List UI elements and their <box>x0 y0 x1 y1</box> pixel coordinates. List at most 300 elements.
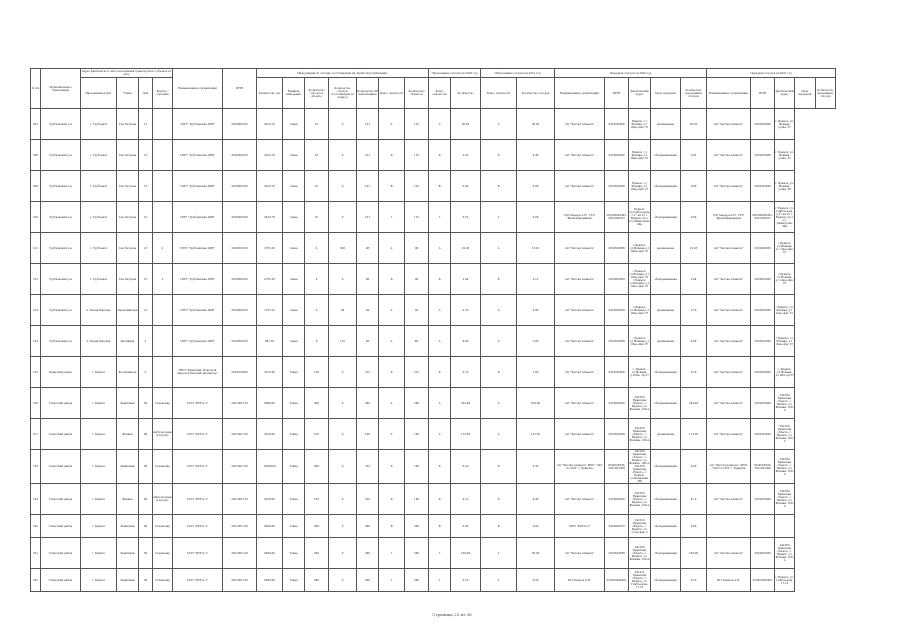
cell-tad: 241050 Брянская область, г. Брянск, ул. Фокина, 108-А <box>629 388 651 419</box>
hdr-trans-2021-qty: Количество переданных отходов <box>815 78 835 109</box>
cell-org: ГАУЗ "БГБ № 1" <box>173 569 223 592</box>
hdr-trans-2020-addr: фактический адрес <box>629 78 651 109</box>
cell-v21: 2,86 <box>517 295 555 326</box>
cell-tad: Брянск, г.г Фокина, д.1 ОКа,офис 37 <box>629 171 651 202</box>
hdr-gen-2021-b: Количество отходов <box>517 78 555 109</box>
cell-q2: 0 <box>329 515 357 538</box>
cell-tinn2: 3254505836, 3201001369 <box>751 450 775 484</box>
cell-n: 310 <box>31 202 41 233</box>
cell-unit: Тонна <box>283 388 305 419</box>
cell-unit: Тонна <box>283 538 305 569</box>
cell-set: г. Брянск <box>81 569 117 592</box>
cell-unit: Тонна <box>283 569 305 592</box>
cell-inn: 3230003163 <box>223 233 257 264</box>
cell-q3: 101 <box>357 140 379 171</box>
cell-unit: Тонна <box>283 357 305 388</box>
cell-v21: 203,00 <box>517 388 555 419</box>
hdr-gen-2020: Образование отходов за 2020 год <box>429 69 481 78</box>
cell-q3: 101 <box>405 109 429 140</box>
cell-c21: В <box>481 171 517 202</box>
cell-tad2: 241050 Брянская область, г. Брянск, ул. Фокина, 108-А <box>775 388 795 419</box>
hdr-building: Корпус / строение <box>153 78 173 109</box>
table-row <box>31 450 836 484</box>
cell-inn: 3201001128 <box>223 450 257 484</box>
cell-mun: Трубчевский р-н <box>41 295 81 326</box>
hdr-gen-2020-b: Количество <box>451 78 481 109</box>
cell-house: 84 <box>139 484 153 515</box>
hdr-class: Класс опасности <box>379 78 405 109</box>
cell-org: ГБУЗ "Трубчевская ЦРБ" <box>173 233 223 264</box>
cell-tad2: 241050 Брянская область, г. Брянск, ул. Фокина, 108-А <box>775 538 795 569</box>
cell-tad2: 241050 Брянская область, г. Брянск, ул. Фокина, 108-А <box>775 484 795 515</box>
cell-street: Гая Петрова <box>117 233 139 264</box>
cell-c21: Б <box>481 484 517 515</box>
cell-tinn2: 3254505836 <box>751 140 775 171</box>
cell-cls: Б <box>429 357 451 388</box>
table-row <box>31 419 836 450</box>
cell-tinn2: 3254505836 <box>751 171 775 202</box>
cell-tinn2: 323203092481 <box>751 569 775 592</box>
cell-bld: Стационар <box>153 538 173 569</box>
cell-tq: 113,30 <box>681 419 707 450</box>
cell-tinn2: 3254505836 <box>751 484 775 515</box>
cell-unit: тонна <box>283 140 305 171</box>
cell-tn: АО "Чистая планета" <box>555 388 605 419</box>
cell-unit: тонна <box>283 202 305 233</box>
cell-q2: 0 <box>329 419 357 450</box>
cell-tp: размещение <box>651 326 681 357</box>
cell-cls: Б <box>429 264 451 295</box>
cell-cnt: 9649,00 <box>257 388 283 419</box>
cell-cnt: 19299,00 <box>257 450 283 484</box>
cell-mun: Трубчевский р-н <box>41 326 81 357</box>
cell-v21: 2,30 <box>517 450 555 484</box>
cell-cnt: 2735,30 <box>257 233 283 264</box>
cell-c21: А <box>481 326 517 357</box>
cell-mun: Трубчевский р-н <box>41 140 81 171</box>
cell-tq: 6,20 <box>681 450 707 484</box>
cell-tq: 0,03 <box>681 202 707 233</box>
cell-v21: 4,40 <box>517 484 555 515</box>
hdr-gen-2021: Образование отходов за 2021 год <box>481 69 555 78</box>
hdr-trans-2020-name: Наименование организации <box>555 78 605 109</box>
cell-org: ГБУЗ "Трубчевская ЦРБ" <box>173 140 223 171</box>
cell-tn: АО "Чистая планета" <box>555 233 605 264</box>
cell-unit: тонна <box>283 171 305 202</box>
cell-cls: А <box>379 326 405 357</box>
cell-cls: А <box>379 295 405 326</box>
cell-q1: 100 <box>305 419 329 450</box>
cell-v20: 233,48 <box>451 388 481 419</box>
cell-q2: 0 <box>329 140 357 171</box>
cell-street: Фокина <box>117 484 139 515</box>
cell-tinn: 3234004375 <box>605 515 629 538</box>
hdr-qty-source: Количество объектов <box>405 78 429 109</box>
hdr-trans-2020: Передача отходов за 2020 год <box>555 69 707 78</box>
cell-q3: 215 <box>405 357 429 388</box>
cell-v20: 0,60 <box>451 515 481 538</box>
cell-inn: 3234013954 <box>223 357 257 388</box>
hdr-info-group: Информация об отходах, поступающих на обработку/утилизацию <box>257 69 429 78</box>
cell-q3: 48 <box>405 326 429 357</box>
cell-tn: ИП Захаров А.Н. ,ГУП "Брянскфармация" <box>555 202 605 233</box>
cell-q3: 98 <box>405 233 429 264</box>
cell-c21: А <box>481 109 517 140</box>
cell-unit: тонна <box>283 264 305 295</box>
cell-set: г. Трубчевск <box>81 109 117 140</box>
cell-tinn: 3254505836 <box>605 140 629 171</box>
cell-tn2: АО "Чистая планета" <box>707 171 751 202</box>
cell-tad2: г. Брянск, ул. Фокина, д.Ока, 37 <box>775 109 795 140</box>
cell-set: г. Брянск <box>81 388 117 419</box>
cell-tp: обезвреживание <box>651 450 681 484</box>
cell-org: ГАУЗ "БГБ № 1" <box>173 538 223 569</box>
cell-c21: Г <box>481 202 517 233</box>
cell-tq: 2,04 <box>681 264 707 295</box>
cell-org: ГБУЗ "Трубчевская ЦРБ" <box>173 326 223 357</box>
cell-q1: 638 <box>305 450 329 484</box>
cell-cnt: 9649,00 <box>257 538 283 569</box>
cell-tp: обезвреживание <box>651 538 681 569</box>
cell-c21: А <box>481 419 517 450</box>
cell-v20: 109,00 <box>451 538 481 569</box>
hdr-inn: ИНН <box>223 69 257 109</box>
cell-unit: тонна <box>283 326 305 357</box>
cell-inn: 3230003163 <box>223 202 257 233</box>
cell-cls: А <box>379 388 405 419</box>
report-page <box>30 68 836 592</box>
cell-unit: Тонна <box>283 515 305 538</box>
cell-tad2: г. Брянск, ул. Грибоедова, 17-12 <box>775 569 795 592</box>
cell-q3: 390 <box>405 515 429 538</box>
cell-tn2: АО "Чистая планета", МУП "ЛиЗ по ГИЗ" г. Брянска <box>707 450 751 484</box>
cell-cnt: 4523,79 <box>257 202 283 233</box>
table-row <box>31 171 836 202</box>
cell-cls: Б <box>379 484 405 515</box>
cell-v20: 3,02 <box>451 140 481 171</box>
hdr-qty-stored: Количество ЭР накопленных <box>357 78 379 109</box>
cell-tq: 0,73 <box>681 357 707 388</box>
cell-cls: Б <box>379 450 405 484</box>
cell-q1: 100 <box>305 484 329 515</box>
cell-v21: 13,91 <box>517 233 555 264</box>
cell-tn2: АО "Чистая планета" <box>707 326 751 357</box>
cell-q1: 399 <box>305 515 329 538</box>
cell-tinn2: 323203092481, 3201000327 <box>751 202 775 233</box>
cell-tq: 2,70 <box>681 295 707 326</box>
cell-set: г. Трубчевск <box>81 140 117 171</box>
cell-cls: А <box>379 233 405 264</box>
cell-set: г. Брянск <box>81 357 117 388</box>
cell-tad2: г.Брянск, ул. Фокина, д.1 Ока,офис 37 <box>775 295 795 326</box>
cell-tad2: г. Брянск, ул. Фокина, д.Ока, 37 <box>775 140 795 171</box>
cell-q2: 0 <box>329 450 357 484</box>
hdr-municipality: Муниципальное образование <box>41 69 81 109</box>
cell-tp: размещение <box>651 109 681 140</box>
cell-tad2: г.Брянск, ул. Фокина, д.1 Ока,офис 37 <box>775 326 795 357</box>
cell-unit: Тонна <box>283 419 305 450</box>
cell-tinn: 323203092481, 3201000327 <box>605 202 629 233</box>
cell-org: ГБУЗ "Трубчевская ЦРБ" <box>173 171 223 202</box>
cell-inn: 3201001128 <box>223 515 257 538</box>
cell-tad: 241050 Брянская область, г. Брянск, ул. Фокина, 108-А <box>629 484 651 515</box>
cell-tp: обезвреживание <box>651 357 681 388</box>
page-footer: Страница 23 из 36 <box>432 612 472 617</box>
cell-street: Гая Петрова <box>117 264 139 295</box>
cell-q1: 4 <box>305 233 329 264</box>
cell-set: г. Трубчевск <box>81 171 117 202</box>
cell-unit: тонна <box>283 295 305 326</box>
cell-street: Гая Петрова <box>117 171 139 202</box>
cell-tad2: г.Брянск, ул.Фокина, д.1 Ока,офис 37 <box>775 264 795 295</box>
waste-table <box>30 68 836 592</box>
cell-org: ГАУЗ "БГБ № 1" <box>173 515 223 538</box>
cell-bld: 2 <box>153 264 173 295</box>
cell-c21: Б <box>481 450 517 484</box>
cell-tad: г.Брянск, ул.Фокина,д.1 ОКа,офис 37 <box>629 295 651 326</box>
cell-q2: 0 <box>329 357 357 388</box>
cell-tad2: 241050 Брянская область, г. Брянск, ул. Фокина, 108-А <box>775 450 795 484</box>
cell-set: п. Белая Березка <box>81 295 117 326</box>
cell-street: Бежицкая <box>117 569 139 592</box>
cell-n: 319 <box>31 484 41 515</box>
cell-c21: Б <box>481 357 517 388</box>
cell-street: Первомайская <box>117 295 139 326</box>
cell-tinn2: 3254505836 <box>751 357 775 388</box>
cell-tinn2: 3254505836 <box>751 233 775 264</box>
cell-mun: Трубчевский р-н <box>41 109 81 140</box>
cell-bld: Амбулаторный корпус <box>153 484 173 515</box>
cell-tinn2: 3254505836 <box>751 295 775 326</box>
cell-inn: 3230003163 <box>223 326 257 357</box>
cell-cls: Г <box>379 202 405 233</box>
cell-org: ГАУЗ "БГБ № 1" <box>173 484 223 515</box>
cell-cnt: 1707,31 <box>257 295 283 326</box>
cell-cls: В <box>379 171 405 202</box>
cell-tp: обезвреживание <box>651 264 681 295</box>
cell-v21: 0,29 <box>517 569 555 592</box>
cell-tp: обезвреживание <box>651 171 681 202</box>
cell-q3: 190 <box>405 419 429 450</box>
cell-street: Бежицкая <box>117 515 139 538</box>
cell-q1: 130 <box>305 357 329 388</box>
cell-q1: 0 <box>305 295 329 326</box>
cell-n: 312 <box>31 264 41 295</box>
cell-bld <box>153 295 173 326</box>
cell-house: 38 <box>139 569 153 592</box>
cell-n: 314 <box>31 326 41 357</box>
cell-tad2: г. Брянск, ул. Фокина, д.Ока, 38 <box>775 171 795 202</box>
cell-street: Бежицкая <box>117 388 139 419</box>
cell-tn2: АО "Чистая планета" <box>707 419 751 450</box>
cell-q3: 48 <box>357 326 379 357</box>
hdr-trans-2021: Передача отходов за 2021 год <box>707 69 836 78</box>
cell-set: г. Трубчевск <box>81 233 117 264</box>
cell-mun: Трубчевский р-н <box>41 202 81 233</box>
cell-q2: 0 <box>329 484 357 515</box>
cell-tad: г.Брянск, ул.Фокина,д.1 ОКа,офис 37 <box>629 326 651 357</box>
cell-q1: 91 <box>305 109 329 140</box>
cell-tp: размещение <box>651 233 681 264</box>
table-row <box>31 515 836 538</box>
cell-q3: 101 <box>357 202 379 233</box>
cell-cls: В <box>429 171 451 202</box>
cell-tn2: АО "Чистая планета" <box>707 388 751 419</box>
hdr-trans-2021-name: Наименование организации <box>707 78 751 109</box>
hdr-waste-type: Единица измерения <box>283 78 305 109</box>
cell-house: 38 <box>139 538 153 569</box>
cell-house: 12 <box>139 295 153 326</box>
hdr-settlement: Населенный пункт <box>81 78 117 109</box>
cell-tn2: АО "Чистая планета" <box>707 233 751 264</box>
cell-cls: Г <box>379 538 405 569</box>
cell-tn: АО "Чистая планета" <box>555 357 605 388</box>
cell-q2: 0 <box>329 569 357 592</box>
cell-cnt: 2615,95 <box>257 357 283 388</box>
cell-q3: 792 <box>405 450 429 484</box>
cell-tn: АО "Чистая планета" <box>555 295 605 326</box>
cell-q3: 215 <box>357 357 379 388</box>
cell-tn2: ИП Захаров А.Н. <box>707 569 751 592</box>
cell-tad: Брянск, г.г Фокина, д.1 ОКа,офис 37 <box>629 140 651 171</box>
cell-inn: 3201001128 <box>223 569 257 592</box>
cell-tn2: ИП Захаров А.Н., ГУП "Брянскфармация" <box>707 202 751 233</box>
cell-tn: АО "Чистая планета", МУП "ЛиЗ по ГИЗ" г. Брянска <box>555 450 605 484</box>
cell-street: Гая Петрова <box>117 140 139 171</box>
cell-tad: г.Брянск, ул.Фокина,д.1 ОКа,офис 37 <box>629 233 651 264</box>
cell-q2: 0 <box>329 264 357 295</box>
cell-tad: 241050 Брянская область, г. Брянск, ул. Фокина, 108-А <box>629 538 651 569</box>
cell-cnt: 9649,00 <box>257 515 283 538</box>
cell-street: Космонавтов <box>117 357 139 388</box>
cell-tn2: АО "Чистая планета" <box>707 538 751 569</box>
cell-q3: 101 <box>405 140 429 171</box>
cell-tp: обезвреживание <box>651 569 681 592</box>
hdr-gen-2020-a: Класс опасности <box>429 78 451 109</box>
cell-house: 13 <box>139 233 153 264</box>
cell-tq: 0,60 <box>681 515 707 538</box>
table-row <box>31 140 836 171</box>
cell-bld <box>153 171 173 202</box>
cell-cls: Б <box>429 450 451 484</box>
cell-set: г. Брянск <box>81 450 117 484</box>
cell-cls: В <box>429 515 451 538</box>
cell-q3: 190 <box>357 484 379 515</box>
cell-street: Гая Петрова <box>117 202 139 233</box>
cell-n: 311 <box>31 233 41 264</box>
cell-cls: Б <box>429 484 451 515</box>
cell-org: ГАУЗ "БГБ № 1" <box>173 419 223 450</box>
cell-house: 38 <box>139 515 153 538</box>
cell-v20: 22,03 <box>451 233 481 264</box>
cell-tq: 4,10 <box>681 484 707 515</box>
cell-tad: Брянск, г.г Фокина, д.1 ОКа,офис 37 <box>629 109 651 140</box>
cell-bld <box>153 109 173 140</box>
cell-tinn2: 3254505836 <box>751 538 775 569</box>
cell-q3: 98 <box>357 264 379 295</box>
cell-inn: 3201001128 <box>223 419 257 450</box>
cell-tq: 4,06 <box>681 326 707 357</box>
cell-bld <box>153 357 173 388</box>
cell-v21: 101,30 <box>517 419 555 450</box>
cell-cls: А <box>429 419 451 450</box>
cell-bld <box>153 140 173 171</box>
cell-bld <box>153 326 173 357</box>
cell-tn2: АО "Чистая планета" <box>707 109 751 140</box>
cell-mun: Советский район <box>41 569 81 592</box>
cell-q3: 101 <box>405 202 429 233</box>
cell-mun: Трубчевский р-н <box>41 171 81 202</box>
cell-q3: 390 <box>405 569 429 592</box>
cell-tn: АО "Чистая планета" <box>555 264 605 295</box>
cell-set: г. Брянск <box>81 538 117 569</box>
cell-cls: А <box>429 233 451 264</box>
cell-v20: 6,20 <box>451 450 481 484</box>
cell-q3: 390 <box>405 538 429 569</box>
hdr-trans-2020-purpose: Цель передачи <box>651 78 681 109</box>
cell-tinn2: 3254505836 <box>751 419 775 450</box>
cell-c21: Б <box>481 264 517 295</box>
cell-org: ГБУЗ "Трубчевская ЦРБ" <box>173 109 223 140</box>
cell-cls: Г <box>429 569 451 592</box>
cell-tn: АО "Чистая планета" <box>555 538 605 569</box>
cell-inn: 3201001128 <box>223 388 257 419</box>
cell-cnt: 4523,79 <box>257 140 283 171</box>
table-body <box>31 109 836 592</box>
table-row <box>31 202 836 233</box>
hdr-no: № п/п <box>31 69 41 109</box>
cell-set: п. Белая Березка <box>81 326 117 357</box>
cell-n: 322 <box>31 569 41 592</box>
cell-tn: АО "Чистая планета" <box>555 484 605 515</box>
cell-tad: г.Брянск, ул.Фокина, д.1 ОКа,офис 37 г.Брянск, ул.Фокина, д.1 ОКа,офис 37 <box>629 264 651 295</box>
cell-q3: 390 <box>357 388 379 419</box>
cell-v20: 0,73 <box>451 357 481 388</box>
cell-cnt: 2735,30 <box>257 264 283 295</box>
cell-tinn: 3254505836, 3201001369 <box>605 450 629 484</box>
cell-inn: 3230003163 <box>223 109 257 140</box>
cell-house: 38 <box>139 450 153 484</box>
cell-q1: 399 <box>305 538 329 569</box>
cell-mun: Трубчевский р-н <box>41 264 81 295</box>
cell-q2: 0 <box>329 202 357 233</box>
hdr-trans-2021-addr: фактический адрес <box>775 78 795 109</box>
cell-org: ГАУЗ "БГБ № 1" <box>173 450 223 484</box>
cell-v20: 0,00 <box>451 171 481 202</box>
cell-n: 315 <box>31 357 41 388</box>
cell-q3: 390 <box>357 569 379 592</box>
cell-q3: 29 <box>405 295 429 326</box>
cell-q3: 29 <box>357 295 379 326</box>
cell-v21: 30,63 <box>517 109 555 140</box>
cell-v21: 2,95 <box>517 326 555 357</box>
table-row <box>31 538 836 569</box>
cell-tq: 3,02 <box>681 140 707 171</box>
cell-v21: 3,46 <box>517 140 555 171</box>
cell-tad: 241050 Брянская область, г. Брянск, ул. Фокина, 108-А, 241050 Брянская область, г. Брянск, ул.Калинина, 268 <box>629 450 650 483</box>
cell-v21: 0,09 <box>517 171 555 202</box>
cell-q3: 98 <box>405 264 429 295</box>
cell-tn2: АО "Чистая планета" <box>707 357 751 388</box>
cell-tinn: 3254505836 <box>605 264 629 295</box>
cell-house: 84 <box>139 419 153 450</box>
cell-bld: Стационар <box>153 515 173 538</box>
cell-q2: 110 <box>329 326 357 357</box>
cell-q3: 190 <box>357 419 379 450</box>
cell-q1: 399 <box>305 388 329 419</box>
table-row <box>31 569 836 592</box>
cell-mun: Трубчевский р-н <box>41 233 81 264</box>
